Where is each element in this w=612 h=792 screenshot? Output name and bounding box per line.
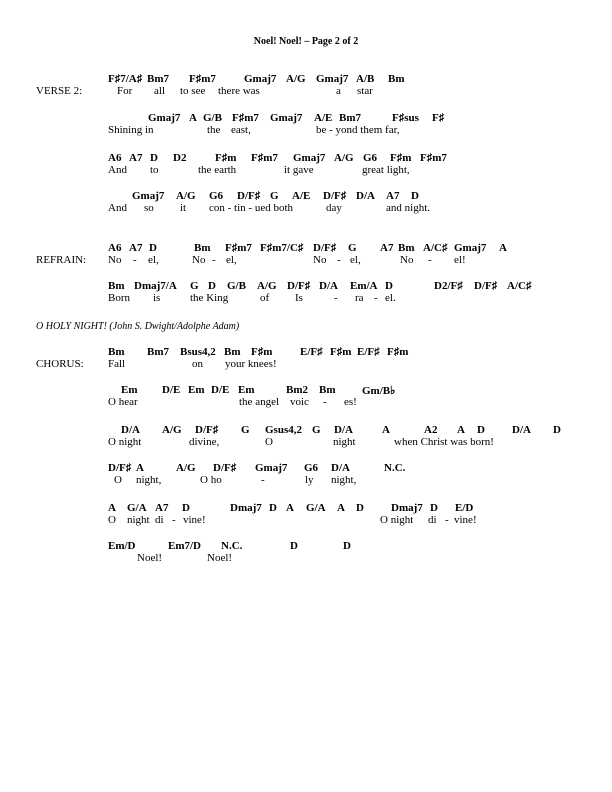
lyric: ra bbox=[355, 292, 364, 304]
chord: G/A bbox=[127, 502, 147, 514]
chord: A/B bbox=[356, 73, 375, 85]
lyric: el. bbox=[385, 292, 396, 304]
chord-lyric-line bbox=[0, 242, 612, 272]
chord: D/A bbox=[331, 462, 350, 474]
chord: F♯m bbox=[387, 346, 409, 358]
chord: G bbox=[312, 424, 321, 436]
chord: A7 bbox=[155, 502, 169, 514]
chord: A7 bbox=[386, 190, 400, 202]
chord: Gmaj7 bbox=[255, 462, 288, 474]
lyric: of bbox=[260, 292, 270, 304]
chord: D/F♯ bbox=[237, 190, 261, 202]
chord: D/E bbox=[211, 384, 230, 396]
chord: D2 bbox=[173, 152, 187, 164]
chord: E/F♯ bbox=[357, 346, 380, 358]
lyric: No bbox=[108, 254, 122, 266]
chord: A bbox=[108, 502, 116, 514]
chord: A/G bbox=[257, 280, 277, 292]
lyric: Is bbox=[295, 292, 303, 304]
lyric: the King bbox=[190, 292, 229, 304]
chord-lyric-line bbox=[0, 73, 612, 103]
chord: A/G bbox=[286, 73, 306, 85]
chord: E/F♯ bbox=[300, 346, 323, 358]
lyric: there was bbox=[218, 85, 260, 97]
lyric: ly bbox=[305, 474, 314, 486]
lyric: No bbox=[192, 254, 206, 266]
chord: A2 bbox=[424, 424, 438, 436]
chord: Em bbox=[188, 384, 205, 396]
lyric: all bbox=[154, 85, 165, 97]
lyric: be - yond them far, bbox=[316, 124, 400, 136]
lyric: - bbox=[337, 254, 341, 266]
lyric: a bbox=[336, 85, 341, 97]
lyric: night, bbox=[331, 474, 357, 486]
chord: Em/A bbox=[350, 280, 378, 292]
chord: D bbox=[411, 190, 419, 202]
chord: D2/F♯ bbox=[434, 280, 463, 292]
lyric: - bbox=[133, 254, 137, 266]
lyric: to see bbox=[180, 85, 206, 97]
lyric: O bbox=[108, 514, 116, 526]
lyric: di bbox=[155, 514, 164, 526]
chord: Em bbox=[121, 384, 138, 396]
lyric: Noel! bbox=[137, 552, 163, 564]
lyric: it gave bbox=[284, 164, 314, 176]
chord: F♯m bbox=[215, 152, 237, 164]
chord: Bm7 bbox=[147, 346, 169, 358]
lyric: the earth bbox=[198, 164, 237, 176]
chord: F♯sus bbox=[392, 112, 419, 124]
chord: G/B bbox=[203, 112, 222, 124]
chord: Bm bbox=[108, 280, 125, 292]
lyric: vine! bbox=[454, 514, 477, 526]
lyric: to bbox=[150, 164, 159, 176]
chord: F♯m7 bbox=[420, 152, 447, 164]
lyric: is bbox=[153, 292, 161, 304]
lyric: O bbox=[114, 474, 122, 486]
chord: G6 bbox=[304, 462, 319, 474]
chord: Dmaj7 bbox=[391, 502, 423, 514]
lyric: O hear bbox=[108, 396, 138, 408]
chord: F♯m bbox=[330, 346, 352, 358]
lyric: O night bbox=[108, 436, 142, 448]
chord: A/E bbox=[314, 112, 333, 124]
lyric: the bbox=[207, 124, 221, 136]
chord: Bsus4,2 bbox=[180, 346, 216, 358]
chord: Dmaj7 bbox=[230, 502, 262, 514]
lyric: night bbox=[333, 436, 356, 448]
chord: A bbox=[189, 112, 197, 124]
lyric: divine, bbox=[189, 436, 220, 448]
chord: A/G bbox=[334, 152, 354, 164]
lyric: di bbox=[428, 514, 437, 526]
chord: A bbox=[136, 462, 144, 474]
chord: D bbox=[553, 424, 561, 436]
chord: Gmaj7 bbox=[244, 73, 277, 85]
chord: G/A bbox=[306, 502, 326, 514]
section-label-chorus: CHORUS: bbox=[36, 358, 84, 370]
chord-lyric-line bbox=[0, 502, 612, 532]
chord: D/F♯ bbox=[213, 462, 237, 474]
chord: A/G bbox=[176, 462, 196, 474]
lyric: - bbox=[334, 292, 338, 304]
chord: Gm/B♭ bbox=[362, 385, 396, 397]
chord-lyric-line bbox=[0, 462, 612, 492]
chord: D bbox=[385, 280, 393, 292]
chord: D bbox=[356, 502, 364, 514]
chord: A/G bbox=[162, 424, 182, 436]
lyric: star bbox=[357, 85, 373, 97]
lyric: O night bbox=[380, 514, 414, 526]
lyric: For bbox=[117, 85, 133, 97]
chord-lyric-line bbox=[0, 112, 612, 142]
chord-lyric-line bbox=[0, 424, 612, 454]
chord-lyric-line bbox=[0, 152, 612, 182]
chord: D/A bbox=[121, 424, 140, 436]
page-title: Noel! Noel! – Page 2 of 2 bbox=[253, 36, 359, 47]
chord: Bm7 bbox=[339, 112, 361, 124]
chord: Gsus4,2 bbox=[265, 424, 302, 436]
chord: G6 bbox=[363, 152, 378, 164]
chord: G bbox=[348, 242, 357, 254]
lyric: el, bbox=[350, 254, 361, 266]
chord: F♯m7 bbox=[251, 152, 278, 164]
chord: Bm bbox=[388, 73, 405, 85]
chord: E/D bbox=[455, 502, 474, 514]
chord: D/F♯ bbox=[474, 280, 498, 292]
lyric: - bbox=[323, 396, 327, 408]
chord: F♯m bbox=[251, 346, 273, 358]
chord: F♯m7/C♯ bbox=[260, 242, 304, 254]
chord: Gmaj7 bbox=[270, 112, 303, 124]
chord: D/A bbox=[334, 424, 353, 436]
chord: A bbox=[499, 242, 507, 254]
chord: Bm2 bbox=[286, 384, 308, 396]
chord: D/F♯ bbox=[313, 242, 337, 254]
chord: D/F♯ bbox=[195, 424, 219, 436]
lyric: - bbox=[428, 254, 432, 266]
chord: A/G bbox=[176, 190, 196, 202]
chord-lyric-line bbox=[0, 540, 612, 570]
chord: D/A bbox=[356, 190, 375, 202]
chord: A/E bbox=[292, 190, 311, 202]
chord: Em7/D bbox=[168, 540, 201, 552]
lyric: - bbox=[261, 474, 265, 486]
lyric: on bbox=[192, 358, 203, 370]
lyric: Born bbox=[108, 292, 130, 304]
chord: A7 bbox=[129, 242, 143, 254]
lyric: voic bbox=[290, 396, 309, 408]
chord: D/A bbox=[319, 280, 338, 292]
chord: Gmaj7 bbox=[454, 242, 487, 254]
lyric: the angel bbox=[239, 396, 280, 408]
chord: D bbox=[182, 502, 190, 514]
chord-lyric-line bbox=[0, 384, 612, 414]
chord: Bm7 bbox=[147, 73, 169, 85]
lyric: - bbox=[212, 254, 216, 266]
lyric: No bbox=[400, 254, 414, 266]
lyric: el, bbox=[226, 254, 237, 266]
lyric: O bbox=[265, 436, 273, 448]
lyric: And bbox=[108, 202, 127, 214]
chord: Bm bbox=[398, 242, 415, 254]
chord: D bbox=[269, 502, 277, 514]
lyric: el! bbox=[454, 254, 466, 266]
chord: D bbox=[150, 152, 158, 164]
lyric: Shining in bbox=[108, 124, 154, 136]
lyric: night bbox=[127, 514, 150, 526]
chord: A6 bbox=[108, 152, 122, 164]
chord: F♯m7 bbox=[232, 112, 259, 124]
chord: F♯m7 bbox=[225, 242, 252, 254]
chord: A/C♯ bbox=[507, 280, 532, 292]
chord: Em bbox=[238, 384, 255, 396]
chord: A bbox=[286, 502, 294, 514]
chord: Bm bbox=[108, 346, 125, 358]
lyric: east, bbox=[231, 124, 251, 136]
chord: Gmaj7 bbox=[316, 73, 349, 85]
lyric: your knees! bbox=[225, 358, 277, 370]
lyric: el, bbox=[148, 254, 159, 266]
lyric: it bbox=[180, 202, 187, 214]
chord: A bbox=[337, 502, 345, 514]
lyric: so bbox=[144, 202, 154, 214]
chord: D bbox=[149, 242, 157, 254]
chord: D bbox=[430, 502, 438, 514]
chord: D/F♯ bbox=[108, 462, 132, 474]
chord: Gmaj7 bbox=[132, 190, 165, 202]
chord-lyric-line bbox=[0, 346, 612, 376]
lyric: - bbox=[172, 514, 176, 526]
chord: A bbox=[382, 424, 390, 436]
lyric: vine! bbox=[183, 514, 206, 526]
lyric: night, bbox=[136, 474, 162, 486]
lyric: - bbox=[445, 514, 449, 526]
chord: D bbox=[343, 540, 351, 552]
lyric: when Christ was born! bbox=[394, 436, 494, 448]
chord: D bbox=[208, 280, 216, 292]
lyric: - bbox=[374, 292, 378, 304]
lyric: es! bbox=[344, 396, 357, 408]
chord: A6 bbox=[108, 242, 122, 254]
chord: Em/D bbox=[108, 540, 136, 552]
chord: Bm bbox=[224, 346, 241, 358]
chord: N.C. bbox=[221, 540, 243, 552]
chord-lyric-line bbox=[0, 280, 612, 310]
lyric: O ho bbox=[200, 474, 222, 486]
chord: F♯m bbox=[390, 152, 412, 164]
section-label-refrain: REFRAIN: bbox=[36, 254, 87, 266]
chord: Gmaj7 bbox=[148, 112, 181, 124]
chord: G bbox=[270, 190, 279, 202]
chord: D/A bbox=[512, 424, 531, 436]
chord: G bbox=[190, 280, 199, 292]
chord: D/F♯ bbox=[323, 190, 347, 202]
chord-lyric-line bbox=[0, 190, 612, 220]
chord: A7 bbox=[380, 242, 394, 254]
lyric: day bbox=[326, 202, 342, 214]
lyric: great light, bbox=[362, 164, 410, 176]
lyric: No bbox=[313, 254, 327, 266]
song-credit: O HOLY NIGHT! (John S. Dwight/Adolphe Adam) bbox=[36, 321, 240, 332]
chord: Dmaj7/A bbox=[134, 280, 177, 292]
lyric: con - tin - ued both bbox=[209, 202, 294, 214]
lyric: and night. bbox=[386, 202, 430, 214]
chord: F♯7/A♯ bbox=[108, 73, 143, 85]
chord: Bm bbox=[319, 384, 336, 396]
lyric: Noel! bbox=[207, 552, 233, 564]
chord: D/F♯ bbox=[287, 280, 311, 292]
section-label-verse2: VERSE 2: bbox=[36, 85, 83, 97]
chord: Bm bbox=[194, 242, 211, 254]
chord: G/B bbox=[227, 280, 246, 292]
chord: Gmaj7 bbox=[293, 152, 326, 164]
chord: D bbox=[290, 540, 298, 552]
chord: D/E bbox=[162, 384, 181, 396]
chord: F♯ bbox=[432, 112, 445, 124]
chord: A/C♯ bbox=[423, 242, 448, 254]
chord: G bbox=[241, 424, 250, 436]
chord: G6 bbox=[209, 190, 224, 202]
chord: F♯m7 bbox=[189, 73, 216, 85]
lyric: Fall bbox=[108, 358, 126, 370]
lyric: And bbox=[108, 164, 127, 176]
chord: D bbox=[477, 424, 485, 436]
chord: A bbox=[457, 424, 465, 436]
chord: A7 bbox=[129, 152, 143, 164]
chord: N.C. bbox=[384, 462, 406, 474]
